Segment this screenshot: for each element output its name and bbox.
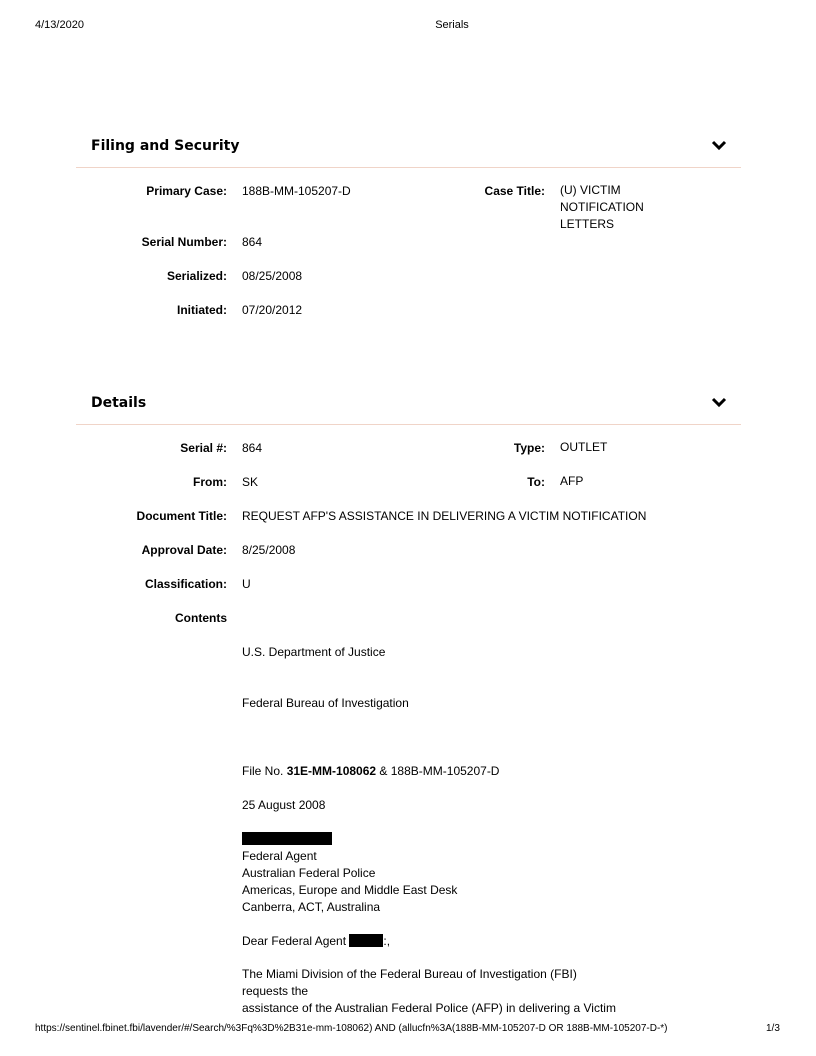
print-footer-url: https://sentinel.fbinet.fbi/lavender/#/Search/%3Fq%3D%2B31e-mm-108062) AND (allucfn%3A(188B-MM-105207-D OR 188B-MM-105207-D-*) [35, 1023, 668, 1034]
from-label: From: [193, 475, 227, 489]
salutation-prefix: Dear Federal Agent [242, 934, 347, 948]
print-title: Serials [435, 19, 469, 31]
print-page-number: 1/3 [766, 1023, 780, 1034]
classification-label: Classification: [144, 577, 227, 591]
salutation-suffix: :, [383, 934, 391, 948]
letter-department: U.S. Department of Justice [242, 645, 386, 659]
letter-bureau: Federal Bureau of Investigation [242, 696, 409, 710]
body-line: assistance of the Australian Federal Police (AFP) in delivering a Victim [242, 1001, 616, 1015]
serialized-value: 08/25/2008 [242, 269, 303, 283]
type-label: Type: [513, 441, 545, 455]
approval-date-value: 8/25/2008 [242, 543, 296, 557]
initiated-label: Initiated: [177, 303, 227, 317]
file-number-bold: 31E-MM-108062 [286, 764, 377, 778]
file-number-suffix: & 188B-MM-105207-D [379, 764, 500, 778]
initiated-value: 07/20/2012 [242, 303, 303, 317]
print-date: 4/13/2020 [35, 19, 84, 31]
to-label: To: [527, 475, 545, 489]
address-line: Federal Agent [242, 849, 317, 863]
serial-number-value: 864 [242, 235, 263, 249]
approval-date-label: Approval Date: [141, 543, 227, 557]
file-number-prefix: File No. [242, 764, 284, 778]
serialized-label: Serialized: [166, 269, 227, 283]
type-value: OUTLET [560, 440, 608, 454]
details-section-header [76, 390, 741, 425]
filing-section-title: Filing and Security [91, 138, 240, 154]
document-title-label: Document Title: [136, 509, 227, 523]
details-section-title: Details [91, 395, 147, 411]
case-title-value: (U) VICTIM NOTIFICATION LETTERS [560, 183, 644, 231]
primary-case-label: Primary Case: [146, 184, 227, 198]
letter-salutation [242, 933, 390, 950]
serial-label: Serial #: [180, 441, 227, 455]
serial-number-label: Serial Number: [141, 235, 227, 249]
filing-section-header [76, 133, 741, 168]
primary-case-value: 188B-MM-105207-D [242, 184, 351, 198]
to-value: AFP [560, 474, 584, 488]
chevron-down-icon[interactable] [711, 394, 727, 410]
classification-value: U [242, 577, 251, 591]
letter-file-number [242, 763, 499, 780]
address-line: Australian Federal Police [242, 866, 376, 880]
document-title-value: REQUEST AFP'S ASSISTANCE IN DELIVERING A VICTIM NOTIFICATION [242, 509, 647, 523]
address-line: Canberra, ACT, Australina [242, 900, 381, 914]
body-line: requests the [242, 984, 309, 998]
letter-address [242, 848, 457, 916]
body-line: The Miami Division of the Federal Bureau of Investigation (FBI) [242, 967, 577, 981]
case-title-label: Case Title: [484, 184, 545, 198]
from-value: SK [242, 475, 259, 489]
serial-value: 864 [242, 441, 263, 455]
redaction-box [349, 934, 383, 947]
chevron-down-icon[interactable] [711, 137, 727, 153]
contents-label: Contents [175, 611, 227, 625]
redaction-box [242, 832, 332, 845]
letter-date: 25 August 2008 [242, 798, 326, 812]
letter-body [242, 966, 616, 1017]
address-line: Americas, Europe and Middle East Desk [242, 883, 458, 897]
